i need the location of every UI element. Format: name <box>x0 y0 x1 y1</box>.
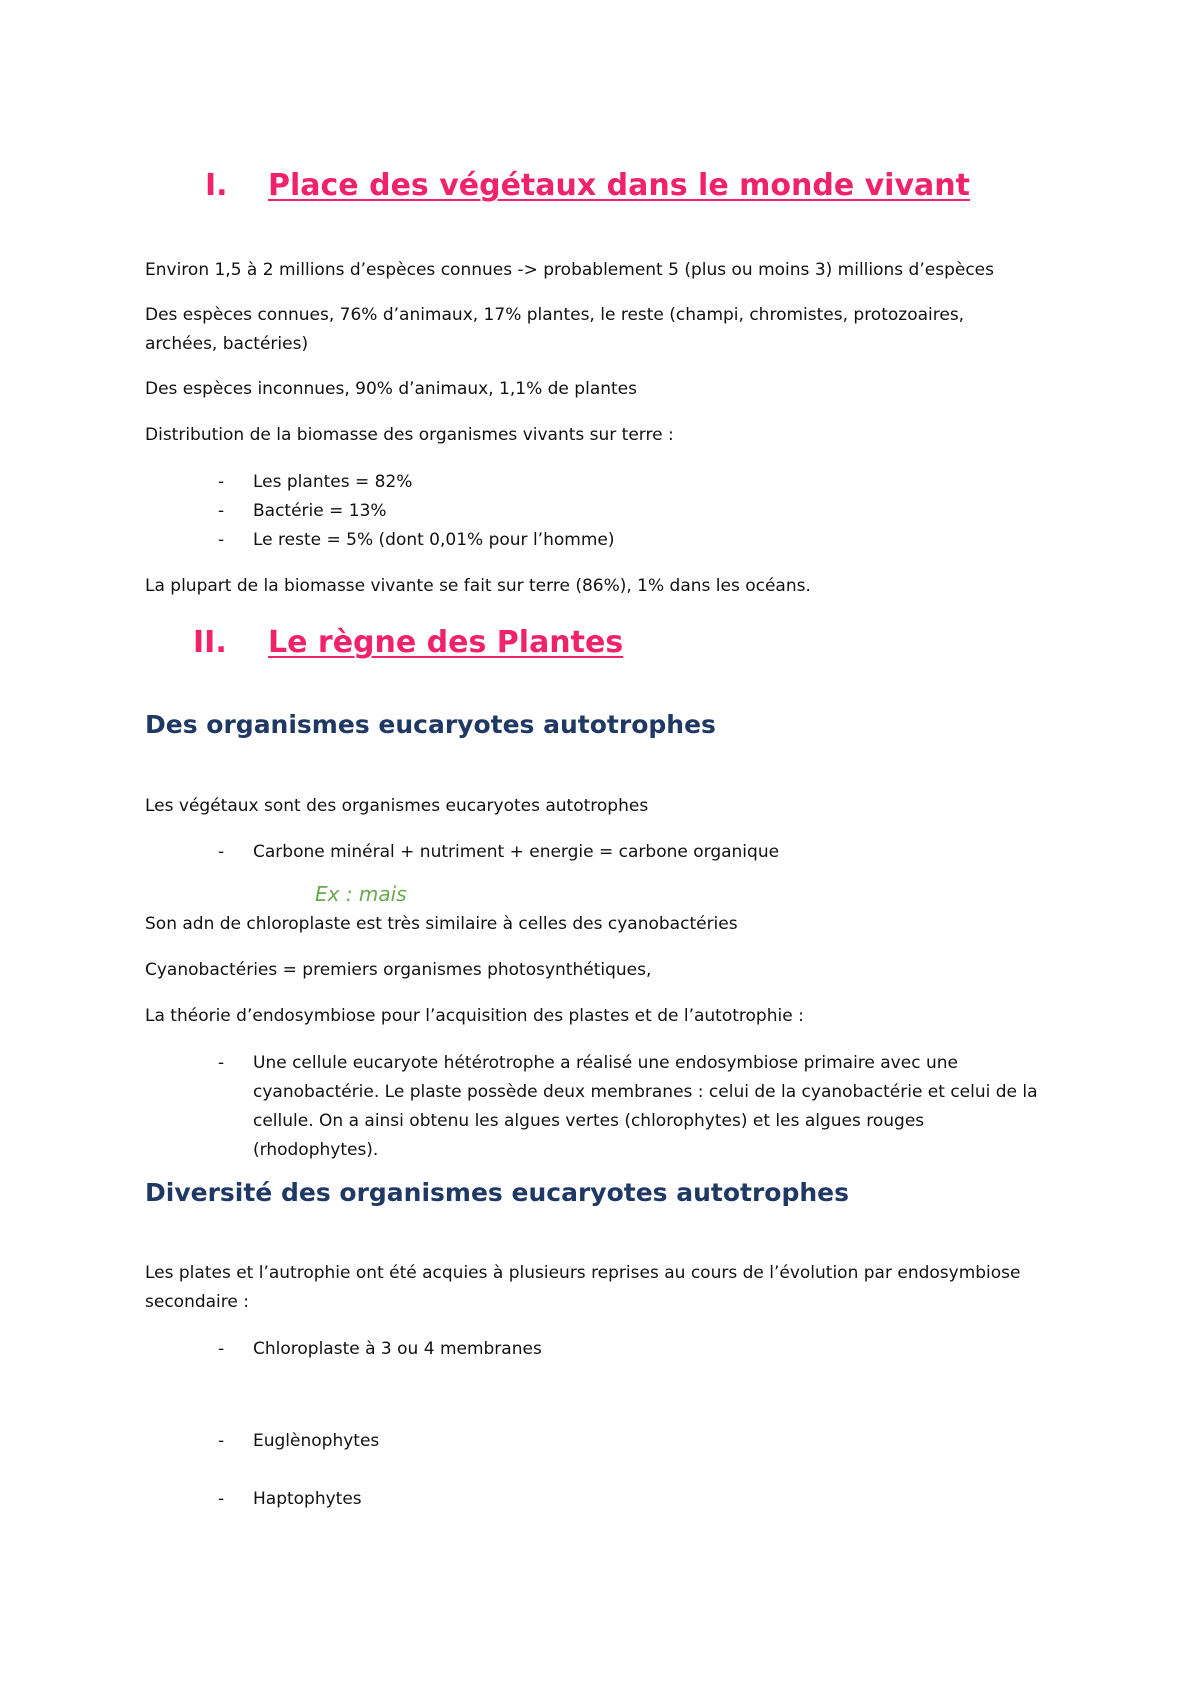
bullet-dash: - <box>218 1339 225 1359</box>
list-item <box>218 1485 1093 1514</box>
bullet-dash: - <box>218 1053 225 1073</box>
list-item-text: Chloroplaste à 3 ou 4 membranes <box>253 1339 542 1359</box>
list-item-text: Les plantes = 82% <box>253 472 413 492</box>
section-1-title: Place des végétaux dans le monde vivant <box>268 168 970 203</box>
paragraph: La théorie d’endosymbiose pour l’acquisition des plastes et de l’autotrophie : <box>145 1006 804 1026</box>
paragraph: Des espèces connues, 76% d’animaux, 17% plantes, le reste (champi, chromistes, protozoaires, archées, bactéries) <box>145 305 965 354</box>
subsection-1-heading: Des organismes eucaryotes autotrophes <box>145 710 716 739</box>
section-1-heading <box>205 168 1105 208</box>
paragraph: Distribution de la biomasse des organismes vivants sur terre : <box>145 425 674 445</box>
list-item-text: Le reste = 5% (dont 0,01% pour l’homme) <box>253 530 615 550</box>
list-item <box>218 497 1093 526</box>
bullet-dash: - <box>218 1489 225 1509</box>
paragraph: Des espèces inconnues, 90% d’animaux, 1,1% de plantes <box>145 379 637 399</box>
bullet-dash: - <box>218 472 225 492</box>
paragraph: Les plates et l’autrophie ont été acquies à plusieurs reprises au cours de l’évolution par endosymbiose secondaire : <box>145 1263 1021 1312</box>
list-item <box>218 526 1093 555</box>
paragraph: Cyanobactéries = premiers organismes photosynthétiques, <box>145 960 652 980</box>
list-item <box>218 468 1093 497</box>
paragraph: Son adn de chloroplaste est très similaire à celles des cyanobactéries <box>145 914 738 934</box>
bullet-dash: - <box>218 530 225 550</box>
section-2-heading <box>193 625 1093 665</box>
section-2-title: Le règne des Plantes <box>268 625 624 660</box>
paragraph: Environ 1,5 à 2 millions d’espèces connues -> probablement 5 (plus ou moins 3) millions d’espèces <box>145 260 994 280</box>
paragraph: La plupart de la biomasse vivante se fait sur terre (86%), 1% dans les océans. <box>145 576 811 596</box>
example-note: Ex : mais <box>315 882 407 906</box>
paragraph: Les végétaux sont des organismes eucaryotes autotrophes <box>145 796 649 816</box>
bullet-dash: - <box>218 1431 225 1451</box>
section-2-number: II. <box>193 625 227 660</box>
list-item-text: Une cellule eucaryote hétérotrophe a réalisé une endosymbiose primaire avec une cyanobactérie. Le plaste possède deux membranes : celui de la cyanobactérie et celui de la cellule. On a ainsi obtenu les algues vertes (chlorophytes) et les algues rouges (rhodophytes). <box>253 1053 1038 1160</box>
list-item-text: Haptophytes <box>253 1489 362 1509</box>
section-1-number: I. <box>205 168 228 203</box>
list-item-text: Bactérie = 13% <box>253 501 387 521</box>
list-item <box>218 1335 1093 1364</box>
list-item <box>218 838 1093 867</box>
subsection-2-heading: Diversité des organismes eucaryotes autotrophes <box>145 1178 850 1207</box>
list-item <box>218 1427 1093 1456</box>
list-item-text: Carbone minéral + nutriment + energie = carbone organique <box>253 842 780 862</box>
list-item <box>218 1049 1053 1165</box>
list-item-text: Euglènophytes <box>253 1431 380 1451</box>
bullet-dash: - <box>218 501 225 521</box>
bullet-dash: - <box>218 842 225 862</box>
